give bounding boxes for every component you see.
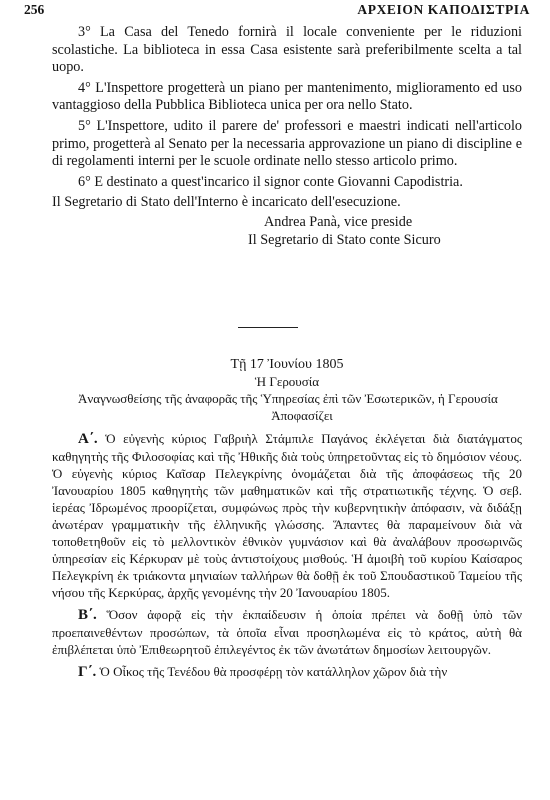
decides-heading: Ἀποφασίζει: [271, 408, 333, 423]
decree-intro: Ἀναγνωσθείσης τῆς ἀναφορᾶς τῆς Ὑπηρεσίας ἐπὶ τῶν Ἐσωτερικῶν, ἡ Γερουσία: [78, 391, 498, 406]
page-header: [24, 2, 530, 18]
italian-decree: [52, 24, 522, 249]
article-letter: Β΄.: [78, 607, 97, 623]
article-4-paragraph: 4° L'Inspettore progetterà un piano per mantenimento, miglioramento ed uso vantaggioso della Pubblica Biblioteca unica per ora nello Stato.: [52, 79, 522, 114]
article-letter: Α΄.: [78, 431, 98, 447]
article-gamma: [52, 663, 522, 681]
section-divider: [238, 327, 298, 328]
article-text: Ὁ εὐγενὴς κύριος Γαβριὴλ Στάμπιλε Παγάνος ἐκλέγεται διὰ διατάγματος καθηγητὴς τῆς Φιλοσοφίας καὶ τῆς Ἠθικῆς διὰ τοὺς ὑπηρετοῦντας εἰς τὸ δημόσιον νέους. Ὁ εὐγενὴς κύριος Καῖσαρ Πελεγκρίνης ὀνομάζεται διὰ τῆς ἀποφάσεως τῆς 20 Ἰανουαρίου 1805 καθηγητὴς τῶν μαθηματικῶν καὶ τῆς στρατιωτικῆς τέχνης. Ὁ σεβ. ἱερέας Ἰδρωμένος προορίζεται, συμφώνως πρὸς τὴν κυβερνητικὴν ἀπόφασιν, νὰ διδάξῃ ἀνωτέραν γραμματικὴν τῆς ἑλληνικῆς γλώσσης. Ἅπαντες θὰ παραμείνουν διὰ νὰ τοποθετηθοῦν εἰς τὸ μελλοντικὸν ἐθνικὸν γυμνάσιον καὶ θὰ ἀναλάβουν προσωρινῶς ὑπηρεσίαν εἰς Κέρκυραν μὲ τοὺς ἀντιστοίχους μισθούς. Ἡ ἀμοιβὴ τοῦ κυρίου Καίσαρος Πελεγκρίνη ἐκ τριάκοντα μηνιαίων ταλλήρων θὰ δοθῇ ἐκ τοῦ Σπουδαστικοῦ Ταμείου τῆς νήσου τῆς Κερκύρας, ἀρχῆς γενομένης τὴν 20 Ἰανουαρίου 1805.: [52, 431, 522, 600]
article-alpha: [52, 430, 522, 601]
decree-date: Τῇ 17 Ἰουνίου 1805: [230, 357, 344, 372]
secretary-line: Il Segretario di Stato dell'Interno è incaricato dell'esecuzione.: [52, 194, 401, 211]
issuing-body: Ἡ Γερουσία: [254, 374, 320, 389]
article-beta: [52, 606, 522, 658]
article-6-paragraph: 6° E destinato a quest'incarico il signor conte Giovanni Capodistria.: [78, 173, 463, 190]
article-text: Ὁ Οἶκος τῆς Τενέδου θὰ προσφέρῃ τὸν κατάλληλον χῶρον διὰ τὴν: [99, 664, 448, 679]
article-3-paragraph: 3° La Casa del Tenedo fornirà il locale conveniente per le riduzioni scolastiche. La biblioteca in essa Casa esistente sarà preferibilmente scelta a tal uopo.: [52, 24, 522, 76]
article-text: Ὅσον ἀφορᾷ εἰς τὴν ἐκπαίδευσιν ἡ ὁποία πρέπει νὰ δοθῇ ὑπὸ τῶν προεπαινεθέντων προσώπων, τὰ ὁποῖα εἶναι προσηλωμένα εἰς τὸ κράτος, αὐτὴ θὰ ἐπιβλέπεται ὑπὸ Ἐπιθεωρητοῦ ἐπιλεγέντος ἐκ τῶν ἀνωτάτων δημοσίων λειτουργῶν.: [52, 607, 522, 657]
signature-vice-preside: Andrea Panà, vice preside: [264, 213, 413, 230]
signature-secretary: Il Segretario di Stato conte Sicuro: [248, 231, 441, 248]
running-title: ΑΡΧΕΙΟΝ ΚΑΠΟΔΙΣΤΡΙΑ: [357, 2, 530, 17]
article-5-paragraph: 5° L'Inspettore, udito il parere de' professori e maestri indicati nell'articolo primo, progetterà al Senato per la necessaria approvazione un piano di discipline e di regolamenti interni per le scuole ordinate nello stesso articolo primo.: [52, 117, 522, 170]
greek-decree: [52, 356, 522, 681]
article-letter: Γ΄.: [78, 664, 97, 680]
page-number: 256: [24, 2, 45, 17]
